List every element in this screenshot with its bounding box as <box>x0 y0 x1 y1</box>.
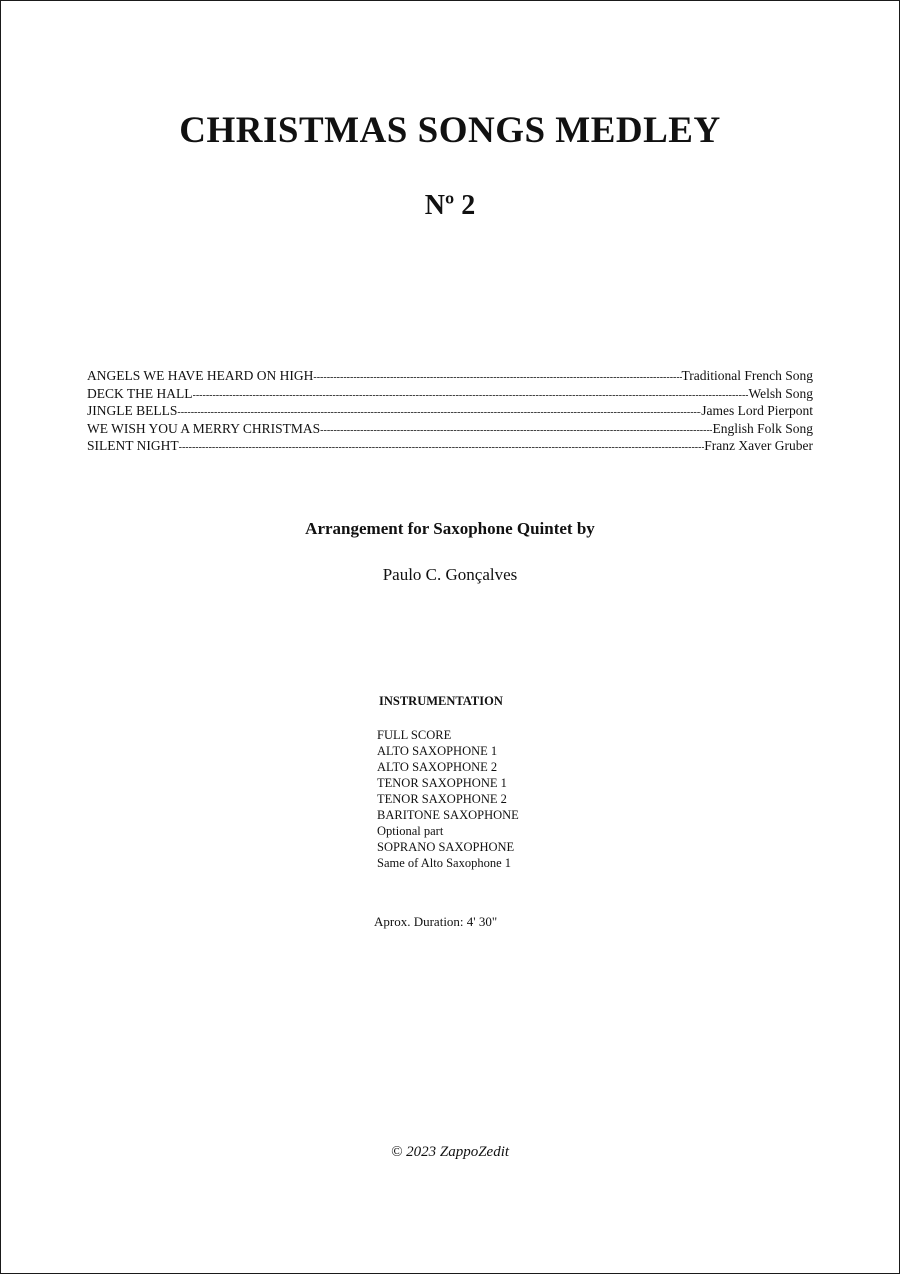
song-list <box>87 367 813 455</box>
song-title: SILENT NIGHT <box>87 438 179 453</box>
arrangement-heading: Arrangement for Saxophone Quintet by <box>305 519 595 538</box>
instrumentation-list <box>377 727 637 871</box>
song-composer: James Lord Pierpont <box>701 403 813 418</box>
song-row <box>87 385 813 403</box>
song-composer: Traditional French Song <box>681 368 813 383</box>
dotted-leader <box>320 420 712 438</box>
dotted-leader <box>313 367 681 385</box>
song-title: DECK THE HALL <box>87 385 193 401</box>
instrumentation-block <box>377 691 637 871</box>
song-row <box>87 420 813 438</box>
instrument-item: SOPRANO SAXOPHONE <box>377 840 515 854</box>
instrument-item: BARITONE SAXOPHONE <box>377 808 519 822</box>
dotted-leader <box>179 437 705 455</box>
dotted-leader <box>177 402 701 420</box>
dotted-leader <box>193 385 749 403</box>
instrument-item: TENOR SAXOPHONE 1 <box>377 776 507 790</box>
song-row <box>87 367 813 385</box>
copyright-notice: © 2023 ZappoZedit <box>390 1144 510 1160</box>
instrument-item: TENOR SAXOPHONE 2 <box>377 792 507 806</box>
instrument-item: FULL SCORE <box>377 728 452 742</box>
song-composer: English Folk Song <box>712 420 813 436</box>
song-title: ANGELS WE HAVE HEARD ON HIGH <box>87 368 314 383</box>
medley-number: Nº 2 <box>424 190 476 221</box>
song-row <box>87 402 813 420</box>
soprano-note: Same of Alto Saxophone 1 <box>377 856 512 870</box>
page-title: CHRISTMAS SONGS MEDLEY <box>179 110 721 151</box>
song-row <box>87 437 813 455</box>
duration-text: Aprox. Duration: 4' 30" <box>374 914 498 929</box>
optional-part-note: Optional part <box>377 824 444 838</box>
instrument-item: ALTO SAXOPHONE 2 <box>377 760 498 774</box>
song-composer: Franz Xaver Gruber <box>704 438 813 453</box>
song-composer: Welsh Song <box>748 385 813 401</box>
instrument-item: ALTO SAXOPHONE 1 <box>377 744 498 758</box>
arranger-name: Paulo C. Gonçalves <box>382 565 518 584</box>
instrumentation-heading: INSTRUMENTATION <box>379 694 503 708</box>
song-title: JINGLE BELLS <box>87 403 178 418</box>
song-title: WE WISH YOU A MERRY CHRISTMAS <box>87 420 321 436</box>
